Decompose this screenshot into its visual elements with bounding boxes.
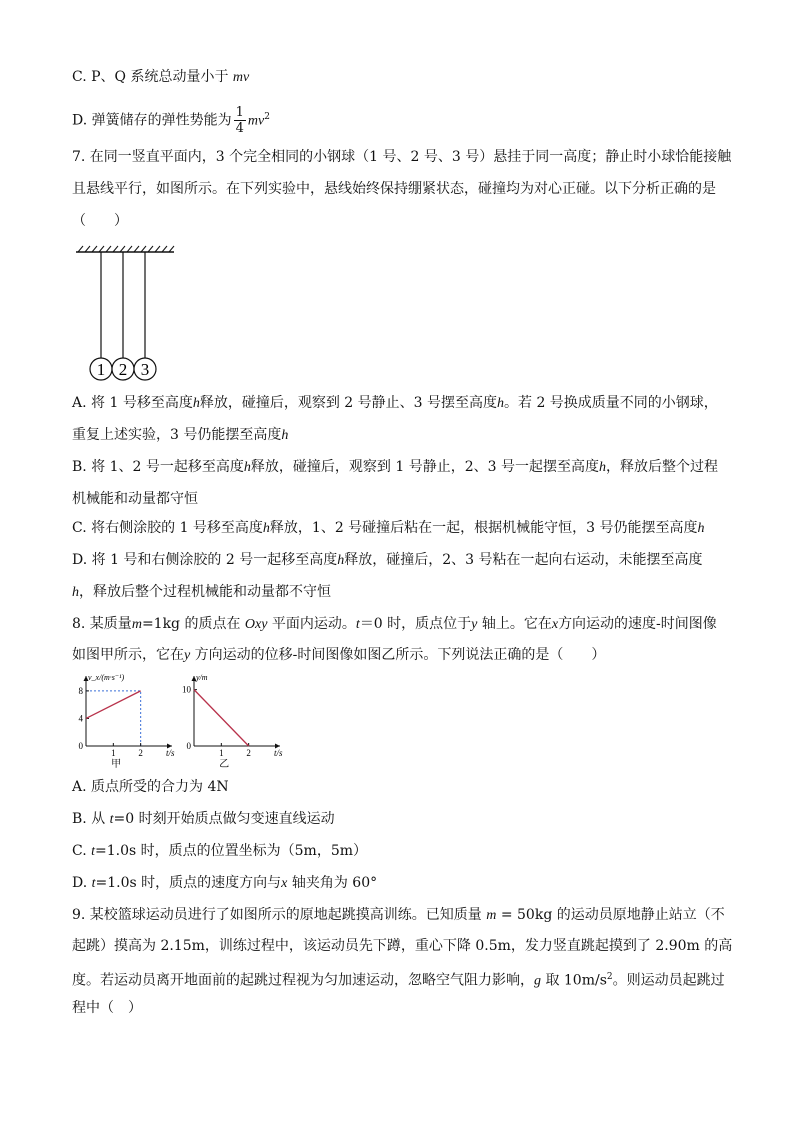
exponent: 2	[264, 112, 270, 122]
q8-option-a: A. 质点所受的合力为 4N	[72, 779, 229, 795]
q8-option-d: D. t=1.0s 时，质点的速度方向与x 轴夹角为 60°	[72, 875, 378, 891]
chart-0-y-label: v_x/(m·s⁻¹)	[88, 673, 125, 682]
ball-label-3: 3	[140, 360, 150, 379]
fraction	[234, 105, 246, 136]
pendulum-figure	[72, 244, 182, 384]
q9-line-1: 9. 某校篮球运动员进行了如图所示的原地起跳摸高训练。已知质量 m = 50kg 的运动员原地静止站立（不	[72, 907, 725, 923]
chart-1-y-tick-label-0: 10	[182, 684, 191, 695]
chart-1-origin-label: 0	[186, 741, 191, 751]
q8-stem-line-1: 8. 某质量m=1kg 的质点在 Oxy 平面内运动。t＝0 时，质点位于y 轴上。它在x方向运动的速度-时间图像	[72, 616, 717, 632]
chart-0-x-label: t/s	[166, 748, 175, 758]
q7-option-c: C. 将右侧涂胶的 1 号移至高度h释放，1、2 号碰撞后粘在一起，根据机械能守恒，3 号仍能摆至高度h	[72, 520, 705, 536]
chart-1-y-label: y/m	[196, 673, 208, 682]
chart-0-origin-label: 0	[78, 741, 83, 751]
chart-1-caption: 乙	[219, 759, 230, 770]
q7-stem-line-1: 7. 在同一竖直平面内，3 个完全相同的小钢球（1 号、2 号、3 号）悬挂于同一高度；静止时小球恰能接触	[72, 149, 732, 165]
fraction-numerator: 1	[235, 105, 244, 121]
chart-1-series-0-line	[194, 690, 249, 746]
q6-option-d-var: mv	[247, 113, 265, 129]
q7-stem-line-2: 且悬线平行，如图所示。在下列实验中，悬线始终保持绷紧状态，碰撞均为对心正碰。以下分析正确的是	[72, 181, 716, 197]
chart-0-series-0-line	[86, 691, 141, 719]
q6-option-d	[72, 100, 270, 139]
q9-line-2: 起跳）摸高为 2.15m，训练过程中，该运动员先下蹲，重心下降 0.5m，发力竖直跳起摸到了 2.90m 的高	[72, 938, 733, 954]
chart-0-y-tick-label-0: 4	[78, 713, 83, 724]
q6-option-c-var: mv	[232, 70, 250, 85]
q9-line-4: 程中（ ）	[72, 1000, 142, 1016]
ball-label-2: 2	[118, 360, 128, 379]
fraction-denominator: 4	[235, 121, 244, 137]
graph-jia	[68, 672, 178, 772]
q8-option-b: B. 从 t=0 时刻开始质点做匀变速直线运动	[72, 811, 335, 827]
q7-option-b-line-1: B. 将 1、2 号一起移至高度h释放，碰撞后，观察到 1 号静止，2、3 号一起摆至高度h，释放后整个过程	[72, 459, 718, 475]
q8-option-c: C. t=1.0s 时，质点的位置坐标为（5m，5m）	[72, 843, 368, 859]
ball-label-1: 1	[96, 360, 106, 379]
q7-option-d-line-1: D. 将 1 号和右侧涂胶的 2 号一起移至高度h释放，碰撞后，2、3 号粘在一起向右运动，未能摆至高度	[72, 552, 703, 568]
chart-0-x-tick-label-0: 1	[111, 748, 116, 758]
q6-option-d-text: D. 弹簧储存的弹性势能为	[72, 112, 232, 129]
q7-stem-line-3: （ ）	[72, 213, 128, 229]
q7-option-d-line-2: h，释放后整个过程机械能和动量都不守恒	[72, 584, 331, 600]
ceiling-hatch	[76, 246, 174, 252]
q7-option-a-line-1: A. 将 1 号移至高度h释放，碰撞后，观察到 2 号静止、3 号摆至高度h。若 2 号换成质量不同的小钢球，	[72, 395, 718, 411]
chart-0-y-tick-label-1: 8	[78, 685, 83, 696]
chart-1-x-tick-label-0: 1	[219, 748, 224, 758]
q7-option-b-line-2: 机械能和动量都守恒	[72, 491, 198, 507]
chart-1-x-tick-label-1: 2	[246, 748, 251, 758]
q6-option-c	[72, 68, 249, 87]
q9-line-3: 度。若运动员离开地面前的起跳过程视为匀加速运动，忽略空气阻力影响，g 取 $10m/s^2$。则运动员起跳过	[72, 972, 725, 989]
chart-1-x-label: t/s	[274, 748, 283, 758]
chart-0-x-tick-label-1: 2	[138, 748, 143, 758]
chart-0-caption: 甲	[111, 759, 122, 770]
q7-option-a-line-2: 重复上述实验，3 号仍能摆至高度h	[72, 427, 289, 443]
graph-yi	[176, 672, 286, 772]
q6-option-c-text: C. P、Q 系统总动量小于	[72, 69, 233, 85]
q8-stem-line-2: 如图甲所示，它在y 方向运动的位移-时间图像如图乙所示。下列说法正确的是（ ）	[72, 647, 606, 663]
